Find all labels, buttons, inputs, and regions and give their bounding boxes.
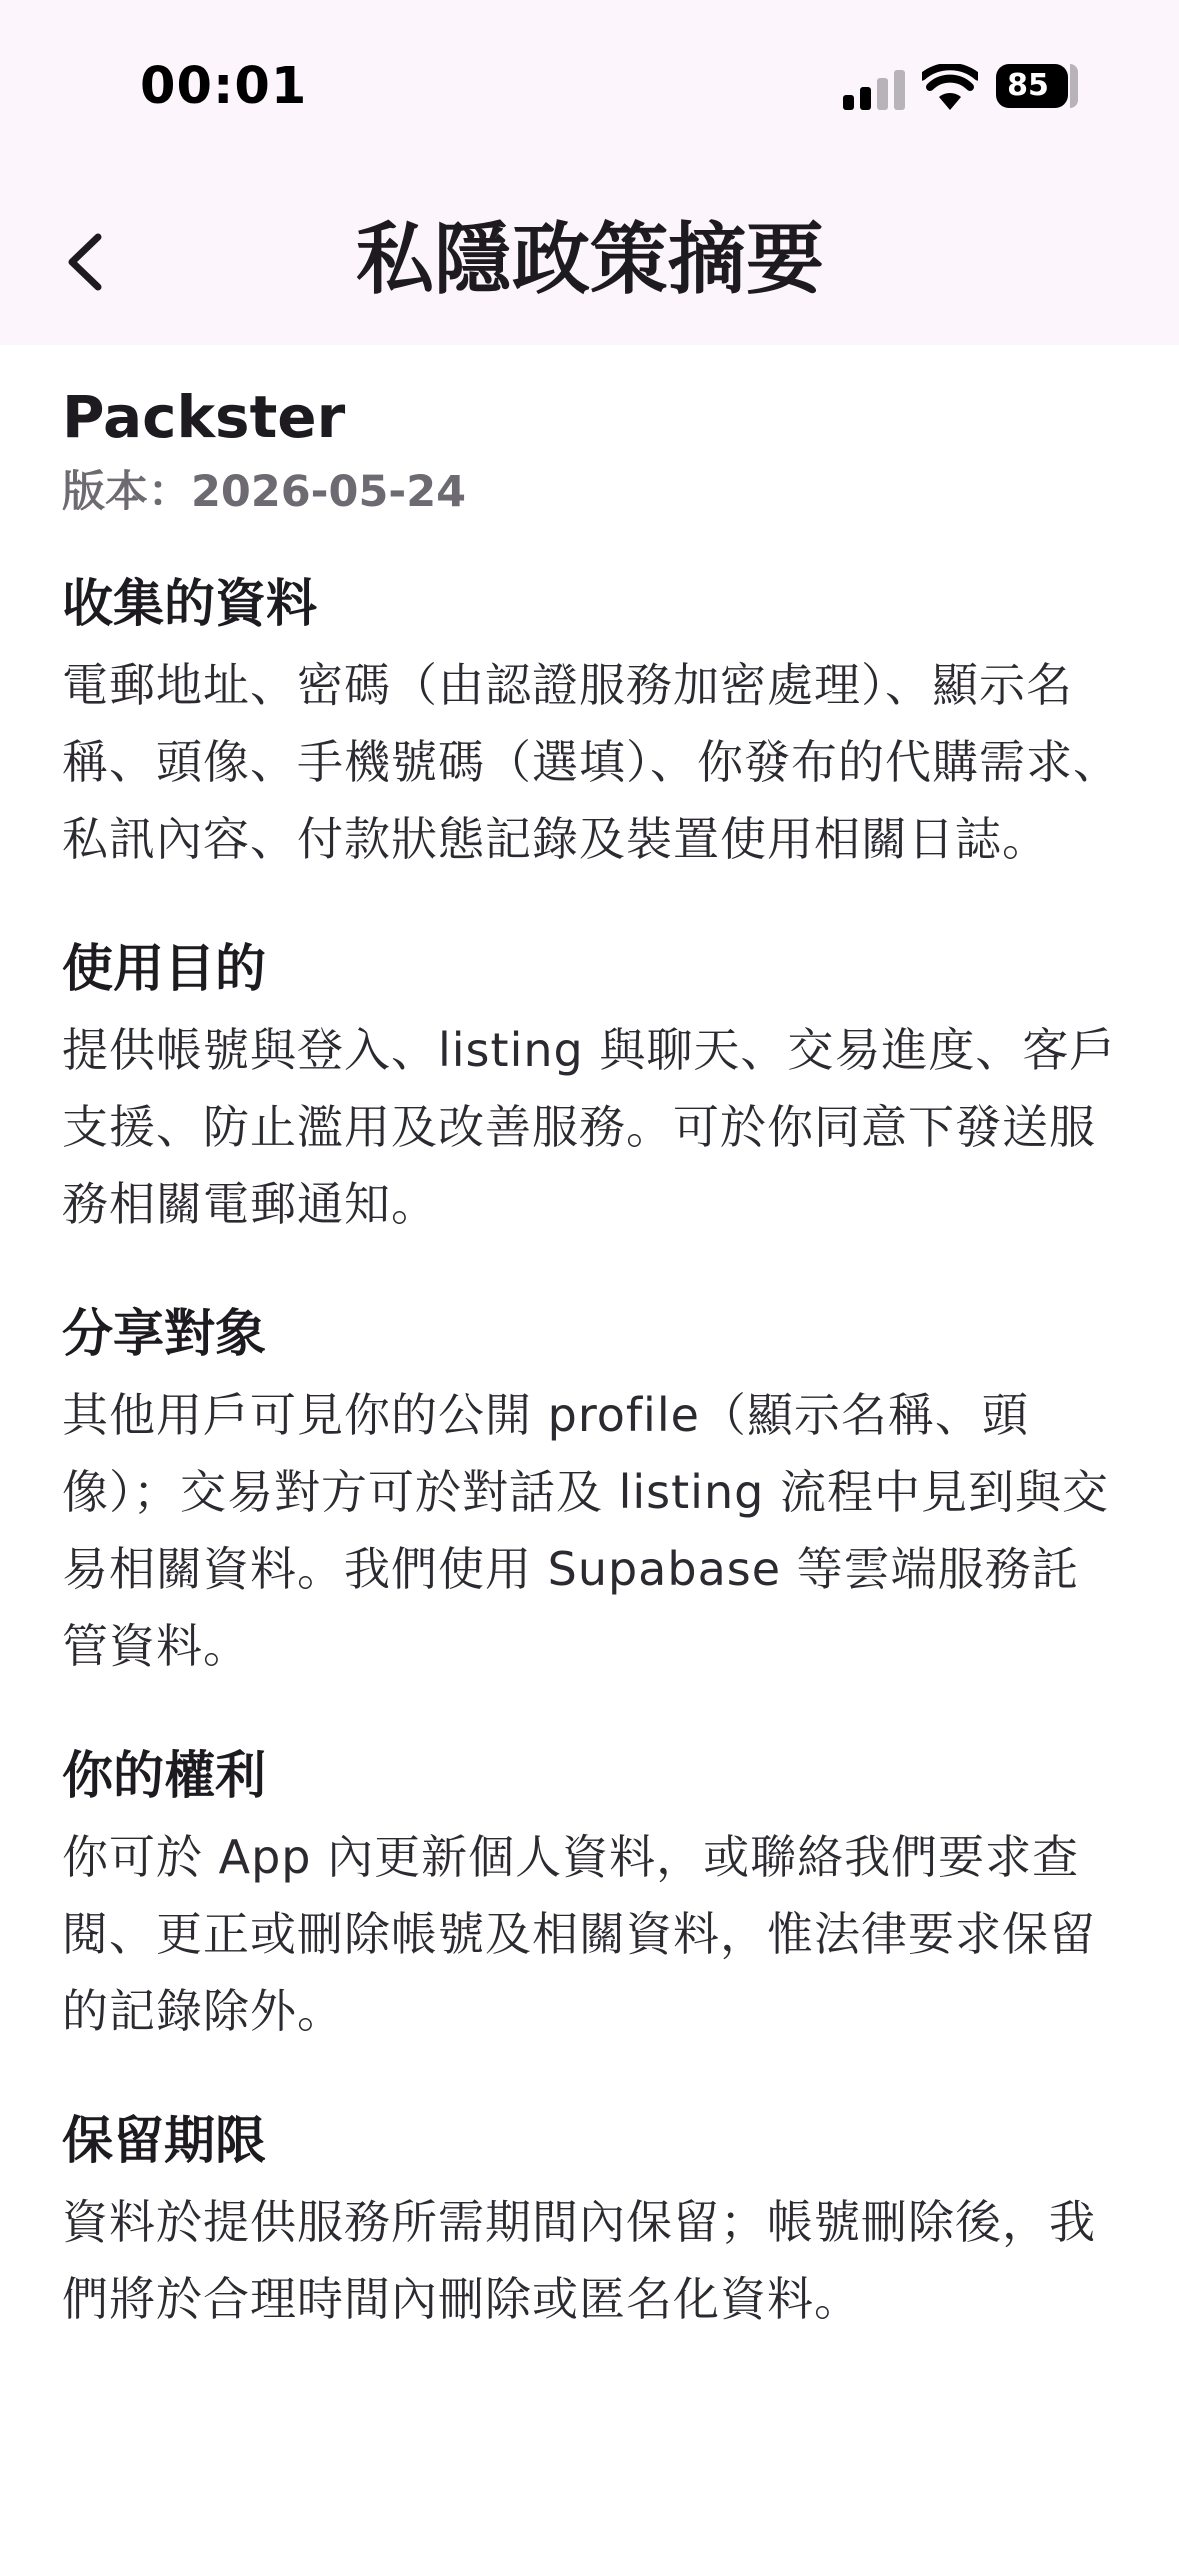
section-retention bbox=[62, 2106, 1122, 2338]
page-title: 私隱政策摘要 bbox=[355, 215, 824, 305]
section-rights bbox=[62, 1741, 1122, 2050]
status-bar-time: 00:01 bbox=[140, 57, 308, 116]
app-header bbox=[0, 0, 1179, 345]
battery-cap bbox=[1071, 79, 1076, 94]
section-title: 分享對象 bbox=[62, 1305, 267, 1364]
policy-content bbox=[62, 375, 1122, 2338]
wifi-icon bbox=[922, 64, 978, 110]
section-sharing bbox=[62, 1299, 1122, 1685]
back-button[interactable] bbox=[48, 215, 118, 305]
cellular-signal-icon bbox=[843, 70, 907, 110]
section-purpose bbox=[62, 934, 1122, 1243]
section-title: 使用目的 bbox=[62, 940, 267, 999]
battery-icon bbox=[996, 64, 1078, 110]
section-collected-data bbox=[62, 569, 1122, 878]
section-body: 資料於提供服務所需期間內保留；帳號刪除後，我們將於合理時間內刪除或匿名化資料。 bbox=[62, 2195, 1096, 2326]
policy-version: 版本：2026-05-24 bbox=[62, 467, 467, 517]
section-title: 你的權利 bbox=[62, 1747, 267, 1806]
section-body: 其他用戶可見你的公開 profile（顯示名稱、頭像）；交易對方可於對話及 listing 流程中見到與交易相關資料。我們使用 Supabase 等雲端服務託管資料。 bbox=[62, 1388, 1109, 1673]
section-body: 電郵地址、密碼（由認證服務加密處理）、顯示名稱、頭像、手機號碼（選填）、你發布的代購需求、私訊內容、付款狀態記錄及裝置使用相關日誌。 bbox=[62, 658, 1120, 866]
chevron-left-icon bbox=[62, 233, 106, 291]
battery-level-text: 85 bbox=[1007, 68, 1049, 103]
app-name: Packster bbox=[62, 383, 346, 451]
section-title: 收集的資料 bbox=[62, 575, 318, 634]
section-body: 提供帳號與登入、listing 與聊天、交易進度、客戶支援、防止濫用及改善服務。可於你同意下發送服務相關電郵通知。 bbox=[62, 1023, 1117, 1231]
section-title: 保留期限 bbox=[62, 2112, 267, 2171]
section-body: 你可於 App 內更新個人資料，或聯絡我們要求查閱、更正或刪除帳號及相關資料，惟法律要求保留的記錄除外。 bbox=[62, 1830, 1096, 2038]
